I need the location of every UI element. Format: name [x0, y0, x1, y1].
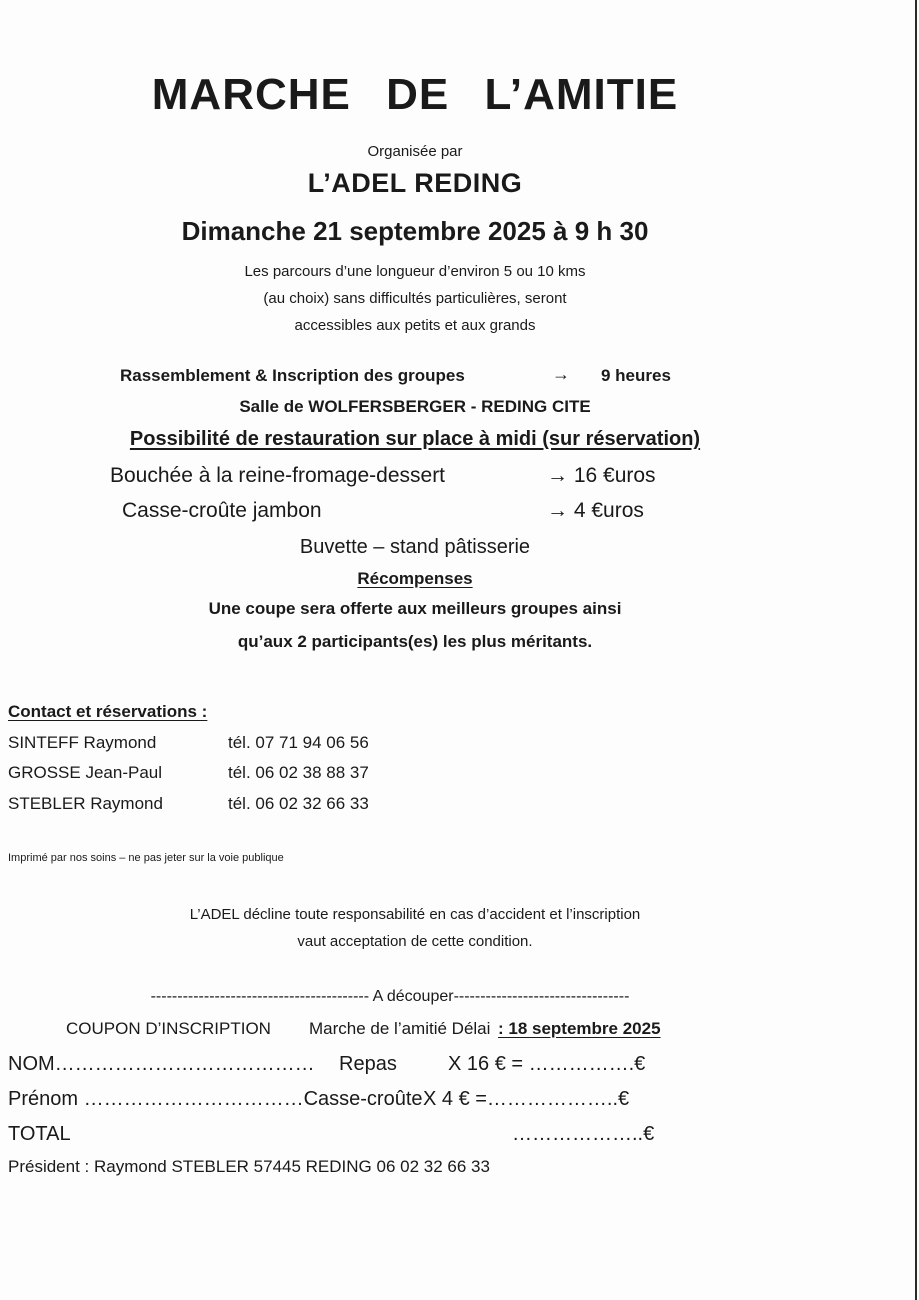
organised-by-label: Organisée par: [367, 143, 463, 160]
rewards-line: Une coupe sera offerte aux meilleurs groupes ainsi: [208, 599, 622, 618]
buvette-line: Buvette – stand pâtisserie: [299, 536, 531, 558]
menu-item-label: Bouchée à la reine-fromage-dessert: [110, 464, 446, 487]
contact-name: STEBLER Raymond: [8, 794, 163, 813]
disclaimer-line: L’ADEL décline toute responsabilité en cas d’accident et l’inscription: [189, 906, 641, 923]
page-title: MARCHE DE L’AMITIE: [151, 70, 679, 119]
gathering-time: 9 heures: [601, 366, 671, 385]
contact-phone: tél. 06 02 38 88 37: [228, 763, 369, 782]
cut-line: ----------------------------------------- A découper---------------------------------: [150, 988, 630, 1005]
contact-title: Contact et réservations :: [8, 702, 208, 721]
form-cassecroute-calc: X 4 € =………………..€: [423, 1088, 630, 1110]
gathering-label: Rassemblement & Inscription des groupes: [120, 366, 465, 385]
form-repas-label: Repas: [339, 1053, 397, 1075]
coupon-subtitle: Marche de l’amitié Délai: [309, 1019, 491, 1038]
arrow-right-icon: →: [552, 364, 570, 384]
venue: Salle de WOLFERSBERGER - REDING CITE: [239, 397, 591, 416]
intro-line: accessibles aux petits et aux grands: [294, 317, 536, 334]
form-repas-calc: X 16 € = …………….€: [448, 1053, 646, 1075]
contact-row: [8, 794, 428, 824]
scan-edge: [915, 0, 917, 1300]
intro-line: (au choix) sans difficultés particulières, seront: [263, 290, 567, 307]
event-date: Dimanche 21 septembre 2025 à 9 h 30: [181, 216, 649, 246]
form-total-label: TOTAL: [8, 1123, 71, 1145]
disclaimer-line: vaut acceptation de cette condition.: [297, 933, 533, 950]
printed-note: Imprimé par nos soins – ne pas jeter sur la voie publique: [8, 852, 284, 864]
intro-line: Les parcours d’une longueur d’environ 5 ou 10 kms: [244, 263, 586, 280]
coupon-deadline: : 18 septembre 2025: [498, 1019, 661, 1038]
contact-row: [8, 763, 428, 793]
contact-name: SINTEFF Raymond: [8, 733, 157, 752]
menu-item-price: → 16 €uros: [547, 464, 656, 487]
form-total-field: ………………..€: [512, 1123, 655, 1145]
contact-phone: tél. 07 71 94 06 56: [228, 733, 369, 752]
rewards-line: qu’aux 2 participants(es) les plus méritants.: [237, 632, 593, 651]
organiser-name: L’ADEL REDING: [307, 168, 523, 198]
menu-item-label: Casse-croûte jambon: [122, 499, 322, 522]
menu-item-price: → 4 €uros: [547, 499, 644, 522]
contact-name: GROSSE Jean-Paul: [8, 763, 163, 782]
rewards-title: Récompenses: [357, 569, 473, 588]
catering-title: Possibilité de restauration sur place à midi (sur réservation): [129, 428, 701, 450]
contact-row: [8, 733, 428, 763]
president-line: Président : Raymond STEBLER 57445 REDING 06 02 32 66 33: [8, 1157, 490, 1176]
form-prenom-field: Prénom ……………………………Casse-croûte: [8, 1088, 423, 1110]
contact-phone: tél. 06 02 32 66 33: [228, 794, 369, 813]
form-nom-field: NOM…………………………………: [8, 1053, 315, 1075]
coupon-title: COUPON D’INSCRIPTION: [66, 1019, 271, 1038]
